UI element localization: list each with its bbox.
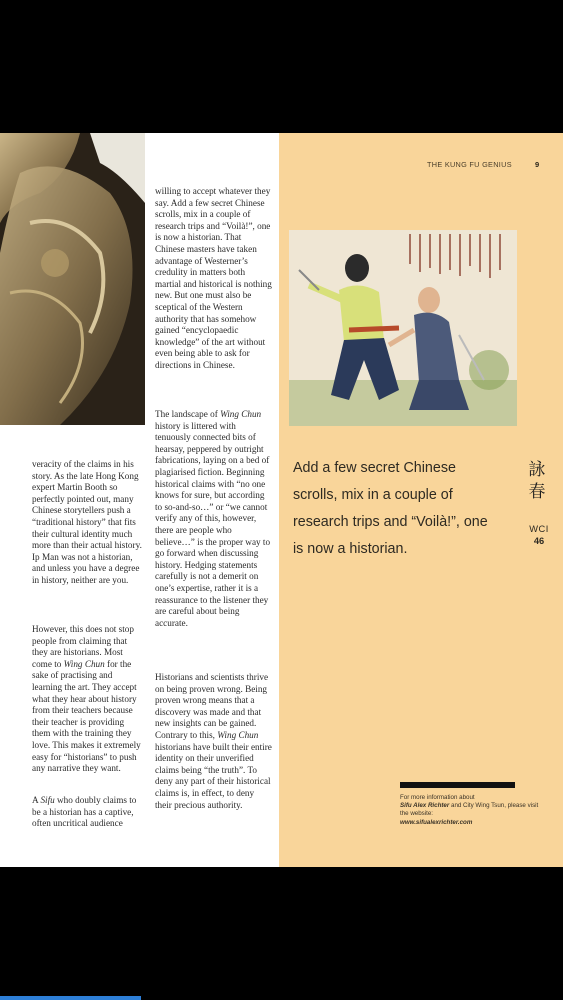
kung-fu-painting <box>289 230 517 426</box>
pull-quote: Add a few secret Chinese scrolls, mix in a couple of research trips and “Voilà!”, one is now a historian. <box>293 460 488 557</box>
paragraph: willing to accept whatever they say. Add a few secret Chinese scrolls, mix in a couple of research trips and “Voilà!”, one is now a historian. That Chinese masters have taken advantage of Westerner’s credulity in matters both martial and historical is nothing new. But one must also be sceptical of the Western authority that has somehow gained “encyclopaedic knowledge” of the art without even being able to ask for directions in Chinese. <box>155 186 272 370</box>
sidebar <box>279 133 563 867</box>
paragraph: A Sifu who doubly claims to be a historian has a captive, often uncritical audience <box>32 795 137 829</box>
paragraph: Historians and scientists thrive on being proven wrong. Being proven wrong means that a discovery was made and that new insights can be gained. Contrary to this, Wing Chun historians have built their entire identity on their unverified claims being “the truth”. To deny any part of their historical claims is, in effect, to deny their precious authority. <box>155 672 272 810</box>
paragraph: The landscape of Wing Chun history is littered with tenuously connected bits of hearsay, peppered by outright fabrications, laying on a bed of plagiarised fiction. Beginning historical claims with “no one knows for sure, but according to so-and-so…” or “we cannot verify any of this, however, there are people who believe…” is the proper way to go forward when discussing history. Hedging statements carefully is not a demerit on one’s expertise, rather it is a reassurance to the listener they are careful about being accurate. <box>155 409 271 628</box>
info-line2: and City Wing Tsun, please visit the website: <box>400 802 539 818</box>
body-column-1-bottom <box>32 795 144 840</box>
body-column-2-middle <box>155 409 272 639</box>
magazine-code: WCI <box>529 524 549 534</box>
chinese-title <box>525 459 549 503</box>
body-column-1-top <box>32 459 144 597</box>
body-column-2-top <box>155 186 272 382</box>
info-line1: For more information about <box>400 794 475 801</box>
paragraph: However, this does not stop people from claiming that they are historians. Most come to Wing Chun for the sake of practising and learning the art. They accept what they hear about history from their teachers because their teacher is providing them with the training they love. This makes it extremely easy for “historians” to push any narrative they want. <box>32 624 141 774</box>
info-url-link[interactable]: www.sifualexrichter.com <box>400 818 473 826</box>
scroll-progress-bar <box>0 996 141 1000</box>
info-name: Sifu Alex Richter <box>400 802 450 810</box>
page-number: 9 <box>535 160 540 169</box>
statue-photo <box>0 133 145 425</box>
magazine-page <box>0 133 563 867</box>
issue-number: 46 <box>533 536 545 546</box>
running-head: THE KUNG FU GENIUS <box>427 160 512 169</box>
info-divider <box>400 782 515 788</box>
chinese-char-1: 詠 <box>528 460 546 480</box>
body-column-1-middle <box>32 624 144 785</box>
info-box <box>400 794 540 827</box>
paragraph: veracity of the claims in his story. As the late Hong Kong expert Martin Booth so perfectly pointed out, many Chinese storytellers push a “traditional history” that fits their cultural identity much more than their actual history. Ip Man was not a historian, and unless you have a degree in history, neither are you. <box>32 459 142 585</box>
body-column-2-bottom <box>155 672 272 821</box>
chinese-char-2: 春 <box>528 482 546 502</box>
